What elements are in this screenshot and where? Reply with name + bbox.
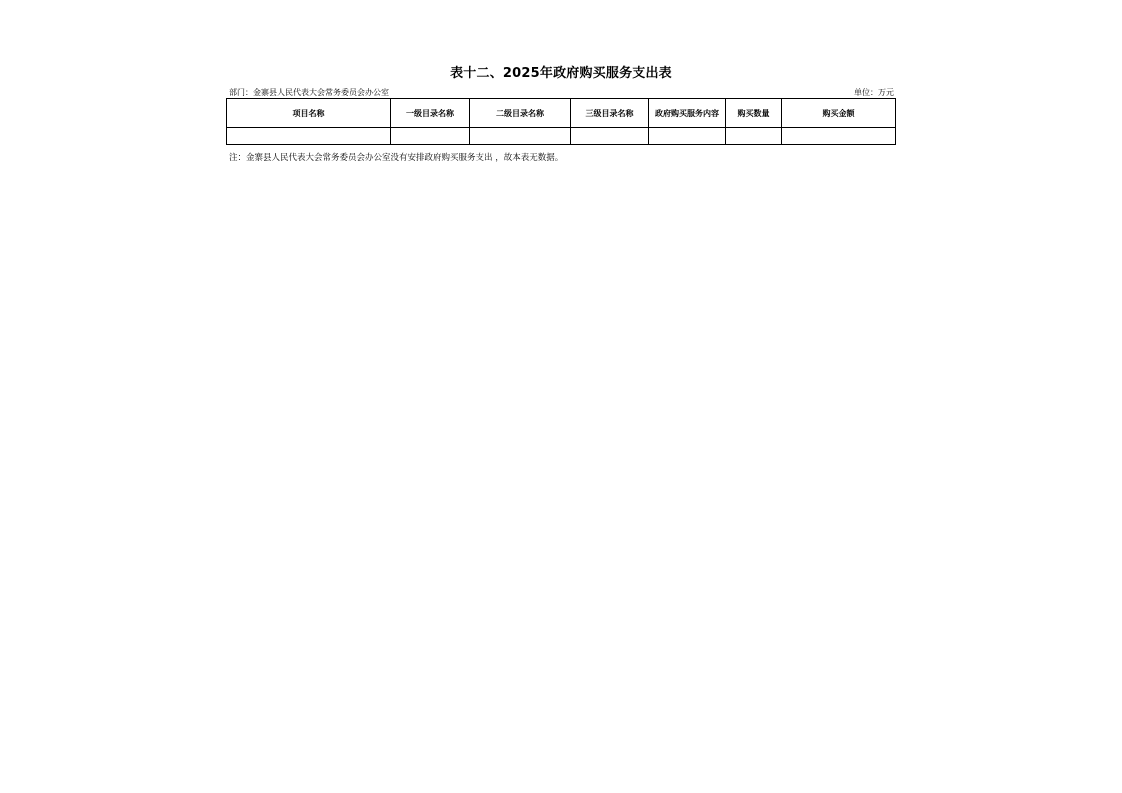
- column-header-level3-category: 三级目录名称: [571, 99, 649, 128]
- table-cell: [227, 128, 391, 145]
- column-header-service-content: 政府购买服务内容: [649, 99, 726, 128]
- table-header-row: [227, 99, 896, 128]
- table-cell: [391, 128, 470, 145]
- table-cell: [470, 128, 571, 145]
- table-row: [227, 128, 896, 145]
- department-label: 部门：金寨县人民代表大会常务委员会办公室: [229, 88, 389, 97]
- column-header-level2-category: 二级目录名称: [470, 99, 571, 128]
- table-note: 注：金寨县人民代表大会常务委员会办公室没有安排政府购买服务支出 ，故本表无数据。: [229, 153, 564, 163]
- column-header-quantity: 购买数量: [726, 99, 782, 128]
- table-cell: [726, 128, 782, 145]
- purchase-services-table: [226, 98, 896, 145]
- column-header-project-name: 项目名称: [227, 99, 391, 128]
- unit-label: 单位：万元: [854, 88, 894, 97]
- table-cell: [571, 128, 649, 145]
- page-title: 表十二、2025年政府购买服务支出表: [450, 66, 672, 81]
- column-header-level1-category: 一级目录名称: [391, 99, 470, 128]
- column-header-amount: 购买金额: [782, 99, 896, 128]
- table-cell: [782, 128, 896, 145]
- table-cell: [649, 128, 726, 145]
